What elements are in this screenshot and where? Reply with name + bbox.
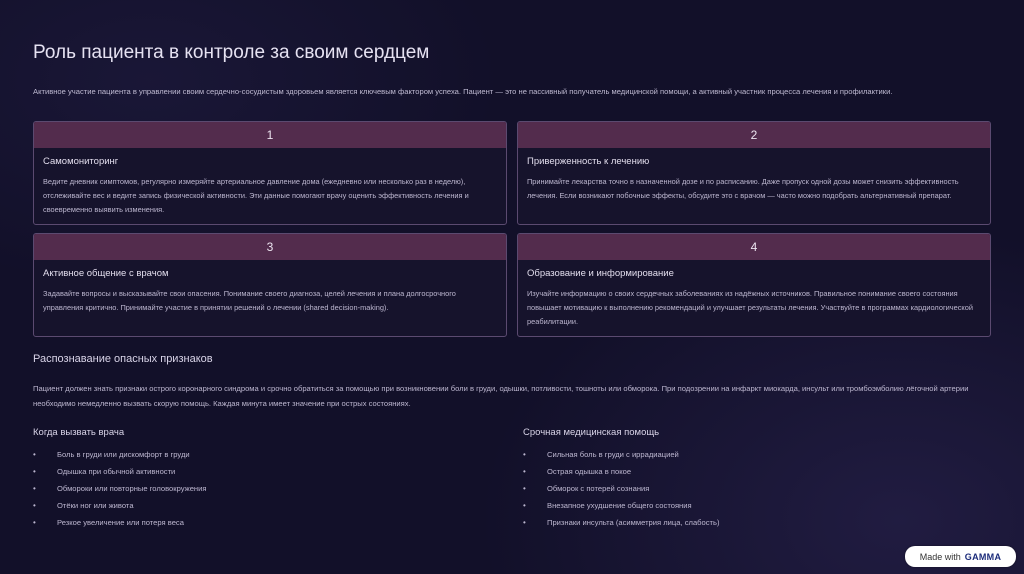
card-title: Активное общение с врачом xyxy=(43,268,169,279)
list-item: • Обморок с потерей сознания xyxy=(523,480,963,497)
card-text: Ведите дневник симптомов, регулярно измеряйте артериальное давление дома (ежедневно или несколько раз в неделю), отслеживайте вес и ведите запись физической активности. Эти данные помогают врачу оценить эффективность лечения и своевременно выявить изменения. xyxy=(43,177,469,214)
card-title: Приверженность к лечению xyxy=(527,156,650,167)
card-text: Изучайте информацию о своих сердечных заболеваниях из надёжных источников. Правильное понимание своего состояния повышает мотивацию к выполнению рекомендаций и улучшает результаты лечения. Участвуйте в программах кардиологической реабилитации. xyxy=(527,289,973,326)
bullet-icon: • xyxy=(523,467,526,476)
list-item: • Признаки инсульта (асимметрия лица, слабость) xyxy=(523,514,963,531)
intro-text: Активное участие пациента в управлении своим сердечно-сосудистым здоровьем является ключевым фактором успеха. Пациент — это не пассивный получатель медицинской помощи, а активный участник процесса лечения и профилактики. xyxy=(33,87,893,96)
list-item: • Одышка при обычной активности xyxy=(33,463,473,480)
card-text: Принимайте лекарства точно в назначенной дозе и по расписанию. Даже пропуск одной дозы может снизить эффективность лечения. Если возникают побочные эффекты, обсудите это с врачом — часто можно подобрать альтернативный препарат. xyxy=(527,177,959,200)
section-title: Распознавание опасных признаков xyxy=(33,353,213,365)
column-title: Когда вызвать врача xyxy=(33,427,125,438)
badge-prefix: Made with xyxy=(919,551,961,562)
list-item: • Боль в груди или дискомфорт в груди xyxy=(33,446,473,463)
card-communication xyxy=(33,233,507,337)
gamma-logo: GAMMA xyxy=(964,551,1002,562)
section-text: Пациент должен знать признаки острого коронарного синдрома и срочно обратиться за помощью при возникновении боли в груди, одышки, потливости, тошноты или обморока. При подозрении на инфаркт миокарда, инсульт или тромбоэмболию лёгочной артерии необходимо немедленно вызвать скорую помощь. Каждая минута имеет значение при острых состояниях. xyxy=(33,384,969,408)
card-number: 2 xyxy=(518,122,990,148)
bullet-icon: • xyxy=(523,450,526,459)
list-item: • Сильная боль в груди с иррадиацией xyxy=(523,446,963,463)
column-title: Срочная медицинская помощь xyxy=(523,427,660,438)
list-item: • Внезапное ухудшение общего состояния xyxy=(523,497,963,514)
card-self-monitoring xyxy=(33,121,507,225)
bullet-icon: • xyxy=(33,450,36,459)
list-item: • Обмороки или повторные головокружения xyxy=(33,480,473,497)
bullet-icon: • xyxy=(33,484,36,493)
card-text: Задавайте вопросы и высказывайте свои опасения. Понимание своего диагноза, целей лечения и плана долгосрочного управления критично. Принимайте участие в принятии решений о лечении (shared decision-making). xyxy=(43,289,456,312)
column-emergency-help xyxy=(523,427,963,531)
bullet-icon: • xyxy=(33,501,36,510)
card-number: 1 xyxy=(34,122,506,148)
card-title: Самомониторинг xyxy=(43,156,119,167)
bullet-icon: • xyxy=(33,467,36,476)
card-adherence xyxy=(517,121,991,225)
list-item: • Резкое увеличение или потеря веса xyxy=(33,514,473,531)
bullet-icon: • xyxy=(33,518,36,527)
made-with-gamma-badge[interactable] xyxy=(905,546,1016,567)
card-education xyxy=(517,233,991,337)
card-title: Образование и информирование xyxy=(527,268,674,279)
card-number: 4 xyxy=(518,234,990,260)
cards-grid xyxy=(33,121,991,337)
page-title: Роль пациента в контроле за своим сердцем xyxy=(33,42,430,63)
bullet-icon: • xyxy=(523,501,526,510)
card-number: 3 xyxy=(34,234,506,260)
bullet-icon: • xyxy=(523,518,526,527)
bullet-icon: • xyxy=(523,484,526,493)
list-item: • Отёки ног или живота xyxy=(33,497,473,514)
list-item: • Острая одышка в покое xyxy=(523,463,963,480)
column-when-to-call-doctor xyxy=(33,427,473,531)
